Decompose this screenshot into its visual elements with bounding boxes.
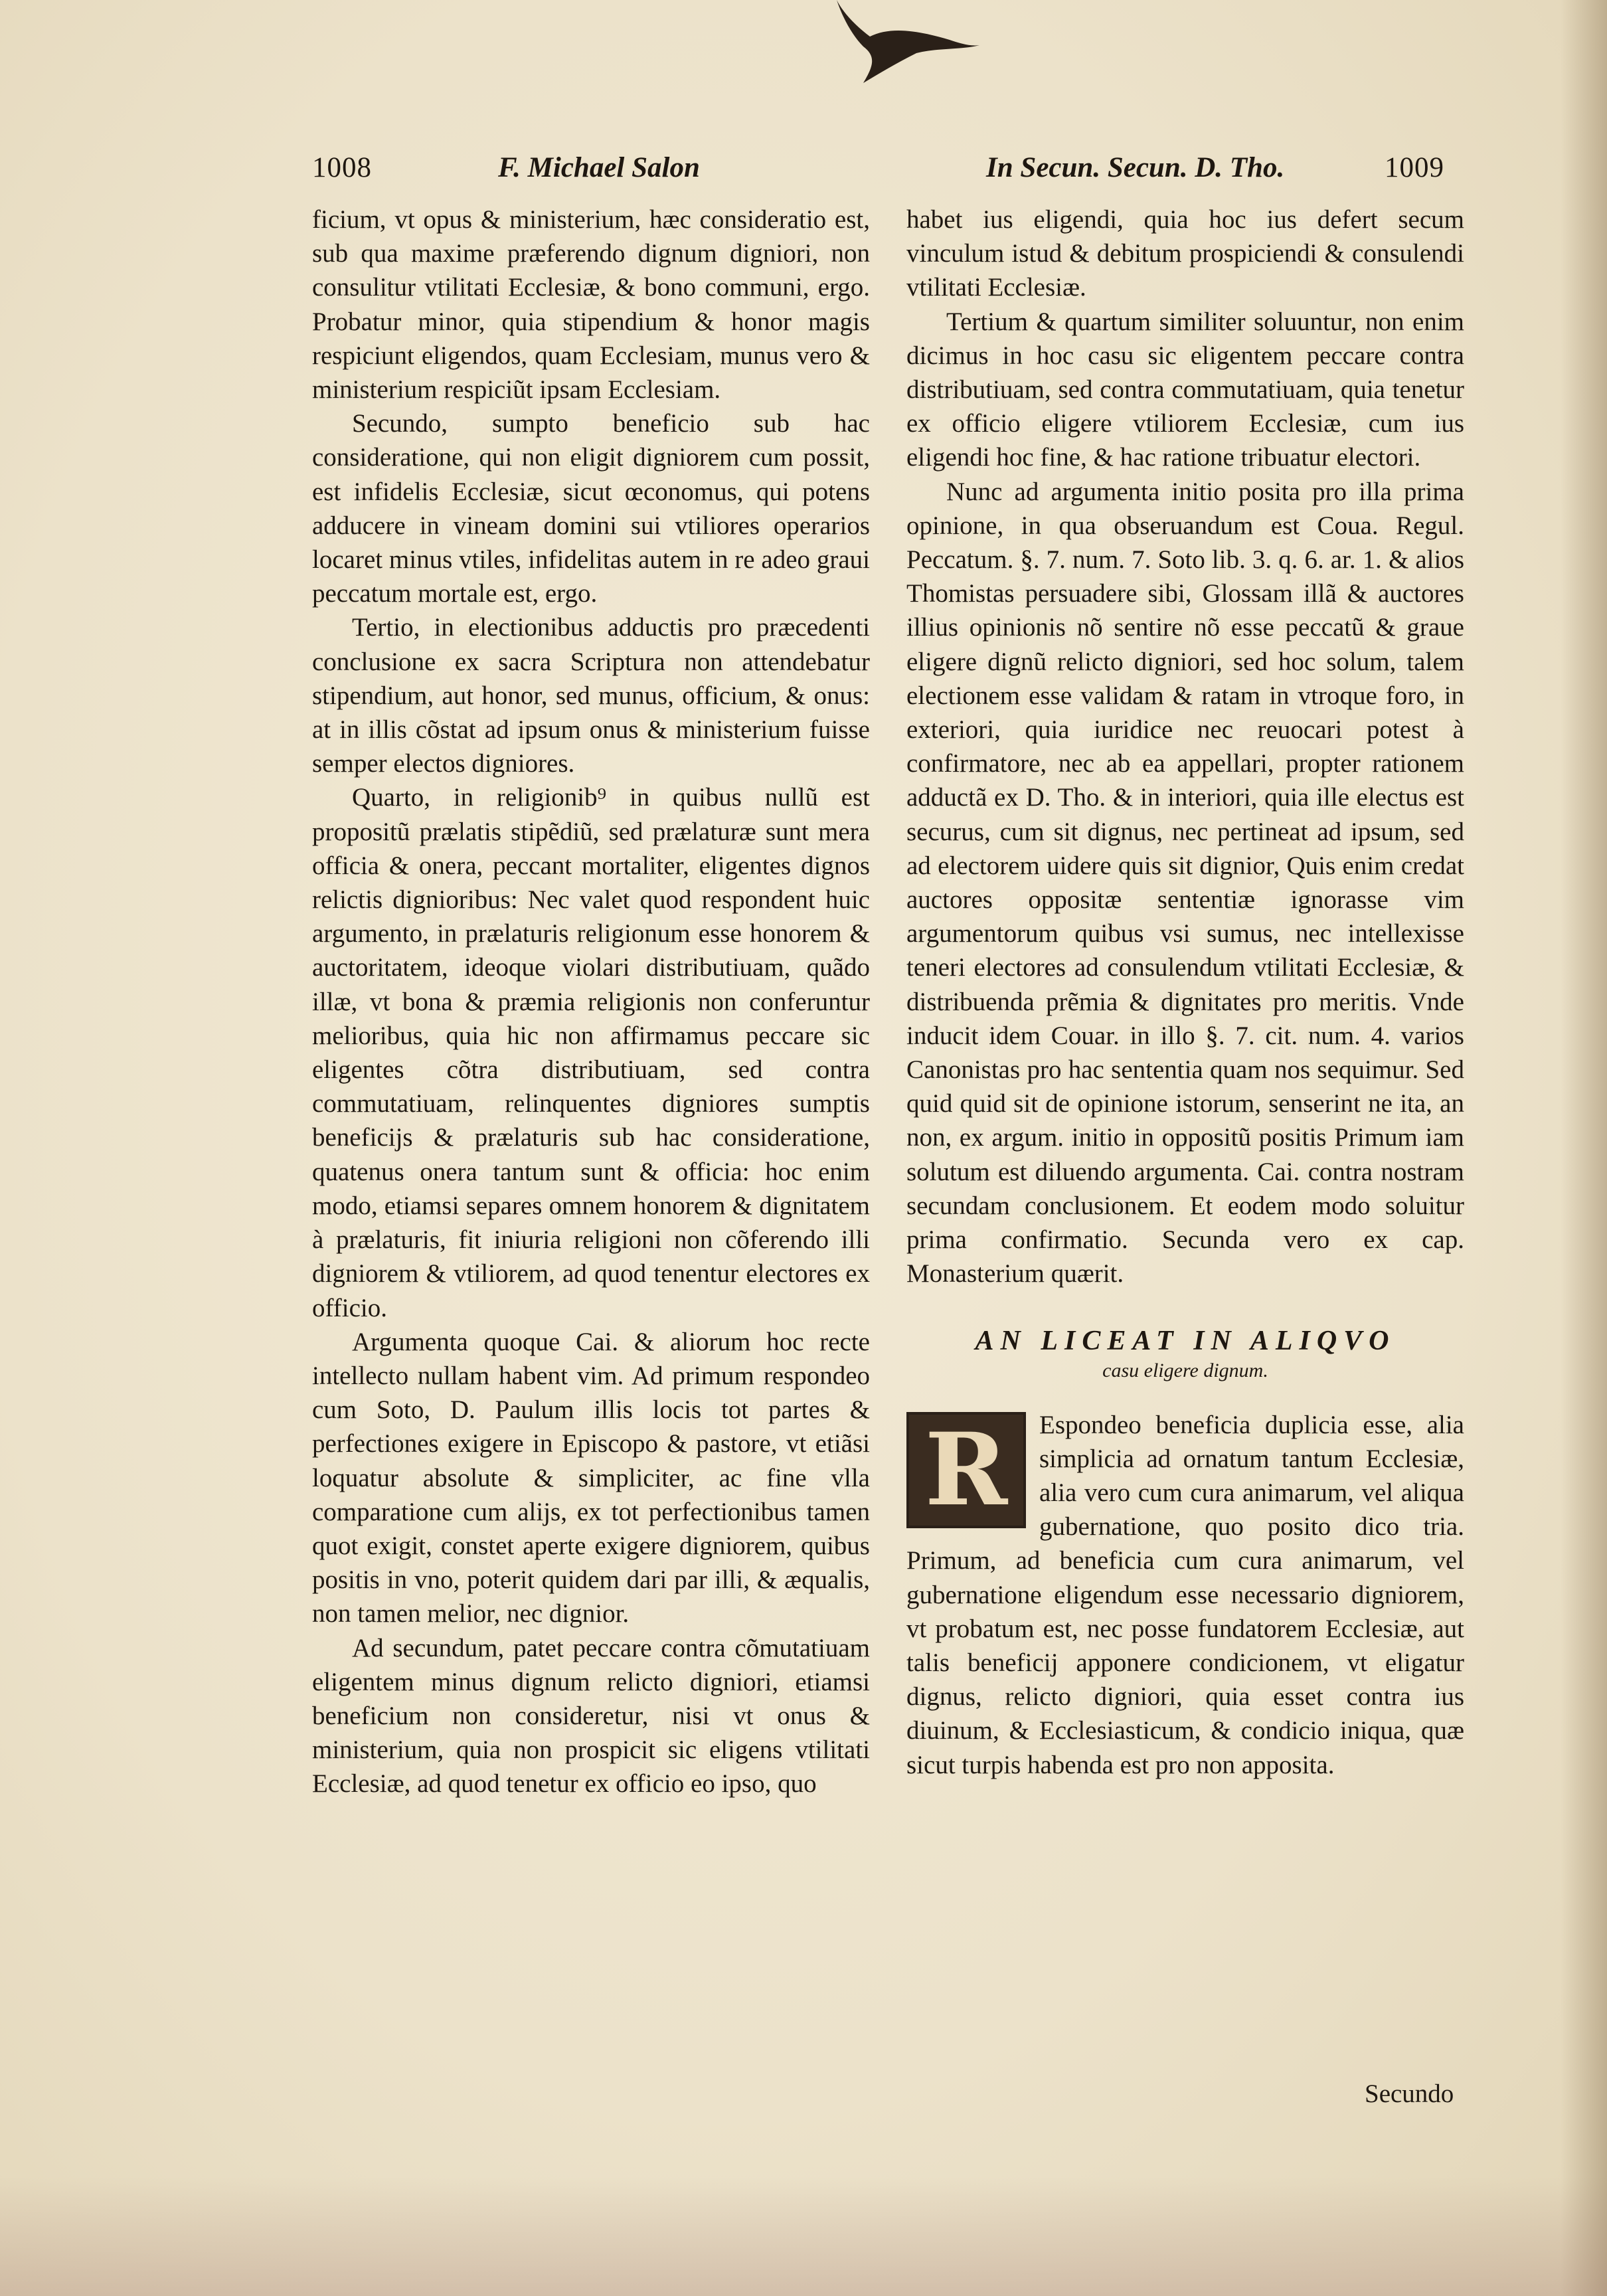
paragraph: Nunc ad argumenta initio posita pro illa prima opinione, in qua obseruandum est Coua. Regul. Peccatum. §. 7. num. 7. Soto lib. 3. q. 6. ar. 1. & alios Thomistas persuadere sibi, Glossam illã & auctores illius opinionis nõ sentire nõ esse peccatũ & graue eligere dignũ relicto digniori, sed hoc solum, talem electionem esse validam & ratam in vtroque foro, in exteriori, quia iuridice nec reuocari potest à confirmatore, nec ab ea appellari, propter rationem adductã ex D. Tho. & in interiori, quia ille electus est securus, cum sit dignus, nec pertineat ad ipsum, sed ad electorem uidere quis sit dignior, Quis enim credat auctores oppositæ sententiæ ignorasse vim argumentorum quibus vsi sumus, nec intellexisse teneri electores ad consulendum vtilitati Ecclesiæ, & distribuenda prẽmia & dignitates pro meritis. Vnde inducit idem Couar. in illo §. 7. cit. num. 4. varios Canonistas pro hac sententia quam nos sequimur. Sed quid quid sit de opinione istorum, senserint ne ita, an non, ex argum. initio in oppositũ positis Primum iam solutum est diluendo argumenta. Cai. contra nostram secundam conclusionem. Et eodem modo soluitur prima confirmatio. Secunda vero ex cap. Monasterium quærit. bbox=[906, 477, 1464, 1288]
section-heading: AN LICEAT IN ALIQVO bbox=[975, 1325, 1396, 1356]
right-running-title: In Secun. Secun. D. Tho. bbox=[986, 152, 1285, 183]
paragraph: Tertium & quartum similiter soluuntur, non enim dicimus in hoc casu sic eligentem peccare contra distributiuam, sed contra commutatiuam, quia tenetur ex officio eligere vtiliorem Ecclesiæ, cum ius eligendi hoc fine, & hac ratione tribuatur electori. bbox=[906, 307, 1464, 472]
paragraph: ficium, vt opus & ministerium, hæc consideratio est, sub qua maxime præferendo dignum digniori, non consulitur vtilitati Ecclesiæ, & bono communi, ergo. Probatur minor, quia stipendium & honor magis respiciunt eligendos, quam Ecclesiam, munus vero & ministerium respiciũt ipsam Ecclesiam. bbox=[312, 205, 870, 404]
paragraph: Tertio, in electionibus adductis pro præcedenti conclusione ex sacra Scriptura non attendebatur stipendium, aut honor, sed munus, officium, & onus: at in illis cõstat ad ipsum onus & ministerium fuisse semper electos digniores. bbox=[312, 613, 870, 778]
page-stain bbox=[0, 2176, 1607, 2296]
left-text-column bbox=[312, 203, 870, 1801]
decorated-initial bbox=[906, 1412, 1026, 1528]
left-running-title: F. Michael Salon bbox=[498, 152, 700, 183]
paragraph: Espondeo beneficia duplicia esse, alia simplicia ad ornatum tantum Ecclesiæ, alia vero cum cura animarum, vel aliqua gubernatione, quo posito dico tria. Primum, ad beneficia cum cura animarum, vel gubernatione eligendum esse necessario digniorem, vt probatum est, nec posse fundatorem Ecclesiæ, aut talis beneficij apponere condicionem, vt eligatur dignus, relicto digniori, quia esset contra ius diuinum, & Ecclesiasticum, & condicio iniqua, quæ sicut turpis habenda est pro non apposita. bbox=[906, 1410, 1464, 1779]
paragraph: Secundo, sumpto beneficio sub hac consideratione, qui non eligit digniorem cum possit, est infidelis Ecclesiæ, sicut œconomus, qui potens adducere in vineam domini sui vtiliores operarios locaret minus vtiles, infidelitas autem in re adeo graui peccatum mortale est, ergo. bbox=[312, 409, 870, 608]
left-page-number: 1008 bbox=[312, 152, 372, 183]
ink-blot-mark bbox=[817, 0, 983, 93]
right-text-column bbox=[906, 203, 1464, 1782]
initial-letter: R bbox=[924, 1411, 1008, 1528]
catchword: Secundo bbox=[1365, 2079, 1454, 2108]
paragraph: Argumenta quoque Cai. & aliorum hoc recte intellecto nullam habent vim. Ad primum respondeo cum Soto, D. Paulum illis locis tot partes & perfectiones exigere in Episcopo & pastore, vt etiãsi loquatur absolute & simpliciter, ac fine vlla comparatione cum alijs, ex tot perfectionibus tamen quot exigit, constet aperte exigere digniorem, quibus positis in vno, poterit quidem dari par illi, & æqualis, non tamen melior, nec dignior. bbox=[312, 1327, 870, 1629]
paragraph: Ad secundum, patet peccare contra cõmutatiuam eligentem minus dignum relicto digniori, etiamsi beneficium non consideretur, nisi vt onus & ministerium, quia non prospicit sic eligens vtilitati Ecclesiæ, ad quod tenetur ex officio eo ipso, quo bbox=[312, 1633, 870, 1799]
section-subheading: casu eligere dignum. bbox=[1102, 1359, 1268, 1381]
paragraph: habet ius eligendi, quia hoc ius defert secum vinculum istud & debitum prospiciendi & consulendi vtilitati Ecclesiæ. bbox=[906, 205, 1464, 302]
paragraph: Quarto, in religionib⁹ in quibus nullũ est propositũ prælatis stipẽdiũ, sed prælaturæ sunt mera officia & onera, peccant mortaliter, eligentes dignos relictis dignioribus: Nec valet quod respondent huic argumento, in prælaturis religionum esse honorem & auctoritatem, ideoque violari distributiuam, quãdo illæ, vt bona & præmia religionis non conferuntur melioribus, quia hic non affirmamus peccare sic eligentes cõtra distributiuam, sed contra commutatiuam, relinquentes digniores sumptis beneficijs & prælaturis sub hac consideratione, quatenus onera tantum sunt & officia: hoc enim modo, etiamsi separes omnem honorem & dignitatem à prælaturis, fit iniuria religioni non cõferendo illi digniorem & vtiliorem, ad quod tenentur electores ex officio. bbox=[312, 783, 870, 1322]
gutter-shadow bbox=[1561, 0, 1607, 2296]
right-page-number: 1009 bbox=[1385, 152, 1444, 183]
